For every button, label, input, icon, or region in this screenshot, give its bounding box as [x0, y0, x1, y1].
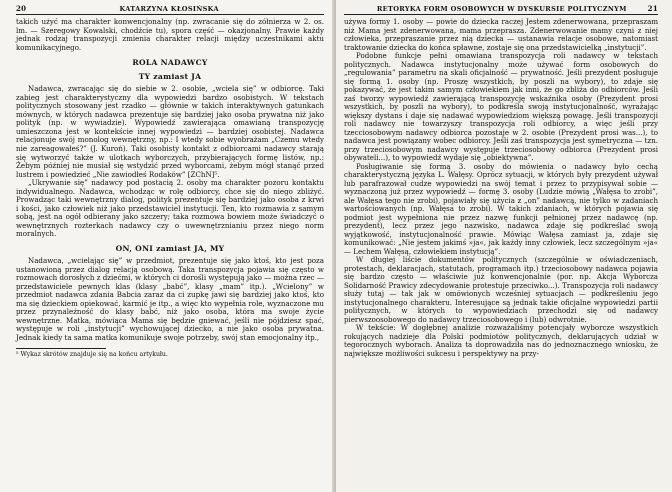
- left-page-number: 20: [16, 4, 27, 13]
- right-running-title: RETORYKA FORM OSOBOWYCH W DYSKURSIE POLITYCZNYM: [376, 5, 627, 13]
- left-paragraph-3: Nadawca, „wcielając się” w przedmiot, prezentuje się jako ktoś, kto jest poza ustanowioną przez dialog relacją osobową. Taka transpozycja pojawia się często w rozmowach dorosłych z dziećmi, w których ci dorośli występują jako — można rzec — przedstawiciele pewnych klas (klasy „babć”, klasy „mam” itp.). „Wcielony” w przedmiot nadawca zdania Babcia zaraz da ci zupkę jawi się bardziej jako ktoś, kto ma się dzieckiem opiekować, karmić je itp., a więc kto wypełnia role, wyznaczone mu przez przynależność do klasy babć, niż jako osoba, która ma swoje życie wewnętrzne. Matka, mówiąca Mama się będzie gniewać, jeśli nie pójdziesz spać, występuje w roli „instytucji” wychowującej dziecko, a nie jako osoba prywatna. Jednak kiedy ta sama matka komunikuje swoje potrzeby, swój stan emocjonalny itp.,: [16, 256, 324, 342]
- footnote-divider: [16, 348, 106, 349]
- subheading-on-oni-zamiast-ja-my: ON, ONI zamiast JA, MY: [115, 244, 225, 254]
- left-running-head: [16, 4, 324, 15]
- right-page-number: 21: [647, 4, 658, 13]
- right-paragraph-2: Podobne funkcje pełni omawiana transpozycja roli nadawcy w tekstach politycznych. Nadawca instytucjonalny może używać form osobowych do „regulowania” parametru na skali oficjalność — prywatność. Jeśli prezydent posługuje się formą 1. osoby (np. Proszę wszystkich, by poszli na wybory), to zdaje się pokazywać, że jest takim samym człowiekiem jak inni, że go zbliża do odbiorców. Jeśli zaś tworzy wypowiedź zawierającą transpozycję wskaźnika osoby (Prezydent prosi wszystkich, by poszli na wybory), to podkreśla swoją instytucjonalność, wyrażając większy dystans i daje się nadawać wypowiedziom większą powagę. Jeśli transpozycji roli nadawcy nie towarzyszy transpozycja roli odbiorcy, a więc jeśli przy tzecciosobowym nadawcy odbiorca pozostaje w 2. osobie (Prezydent prosi was...), to nadawca jest powiązany wobec odbiorcy. Jeśli zaś transpozycja jest symetryczna — tzn. przy trzeciosobowym nadawcy występuje trzeciosobowy odbiorca (Prezydent prosi obywateli...), to wypowiedź wydaje się „obiektywna”.: [344, 51, 658, 162]
- right-page: [336, 0, 672, 492]
- left-running-title: KATARZYNA KŁOSIŃSKA: [119, 5, 219, 13]
- left-paragraph-1: Nadawca, zwracając się do siebie w 2. osobie, „wciela się” w odbiorcę. Taki zabieg jest charakterystyczny dla wypowiedzi bardzo osobistych. W tekstach politycznych stosowany jest rzadko — głównie w takich interaktywnych gatunkach mównych, w których nadawca prezentuje się bardziej jako osoba prywatna niż jako polityk (np. w wywiadzie). Wypowiedź zawierająca omawianą transpozycję umieszczona jest w kontekście innej wypowiedzi — bardziej osobistej. Nadawca relacjonuje swój monolog wewnętrzny, np.: I wtedy sobie wyobrażam „Czemu wtedy nie zareagowałeś?” (J. Kuroń). Taki osobisty kontakt z odbiorcami nadawcy starają się wytworzyć także w ulotkach wyborczych, przybierających formę listów, np.: Żebym później nie musiał się wstydzić przed wyborcami, żebym mógł stanąć przed lustrem i powiedzieć „Nie zawiodłeś Rodaków” [ZChN]⁵.: [16, 84, 324, 179]
- right-paragraph-3: Posługiwanie się formą 3. osoby do mówienia o nadawcy było cechą charakterystyczną języka L. Wałęsy. Oprócz sytuacji, w których były prezydent używał lub parafrazował cudze wypowiedzi na swój temat i przez to przypisywał sobie — wyznaczoną już przez wypowiedź — formę 3. osoby (Ludzie mówią „Wałęsa to zrobi”, ale Wałęsa tego nie zrobi), pojawiały się użycia z „on” nadawcą, nie tylko w zadaniach wartościowanych (np. Wałęsa to zrobi). W takich zdaniach, w których pojawia się podmiot jest wypełniona nie przez nazwę funkcji pełnionej przez nadawcę (np. prezydent), lecz przez jego nazwisko, nadawca zdaje się podkreślać swoją wyjątkowość, instytucjonalność prawie. Mówiąc Wałęsa zamiast ja, zdaje się komunikować: „Nie jestem jakimś »ja«, jak każdy inny człowiek, lecz szczególnym »ja« — Lechem Wałęsą, człowiekiem instytucją”.: [344, 161, 658, 256]
- footnote: ⁵ Wykaz skrótów znajduje się na końcu artykułu.: [16, 350, 168, 358]
- right-paragraph-4: W długiej liście dokumentów politycznych (szczególnie w oświadczeniach, protestach, deklaracjach, statutach, programach itp.) trzeciosobowy nadawca pojawia się bardzo często — właściwie już konwencjonalnie (por. np. Akcja Wyborcza Solidarność Prawicy zdecydowanie protestuje przeciwko...). Transpozycja roli nadawcy służy tutaj — tak jak w omówionych wcześniej sytuacjach — podkreśleniu jego instytucjonalnego charakteru. Interesujące są jednak takie oficjalne wypowiedzi partii politycznych, w których to wypowiedziach przechodzi się od nadawcy pierwszoosobowego do nadawcy trzeciosobowego i (lub) odwrotnie.: [344, 255, 658, 324]
- subheading-ty-zamiast-ja: TY zamiast JA: [138, 72, 202, 82]
- section-heading-rola-nadawcy: ROLA NADAWCY: [132, 58, 208, 68]
- right-running-head: [344, 4, 658, 15]
- left-intro-paragraph: takich użyć ma charakter konwencjonalny (np. zwracanie się do zółnierza w 2. os. lm. — Szeregowy Kowalski, chodźcie tu), spora część — okazjonalny. Prawie każdy jednak rodzaj transpozycji zmienia charakter relacji między uczestnikami aktu komunikacyjnego.: [16, 17, 324, 52]
- right-paragraph-5: W tekście: W dogłębnej analizie rozważaliśmy potencjały wyborcze wszystkich rokujących nadzieje dla Polski podmiotów politycznych, deklarujących udział w tegorocznych wyborach. Analiza ta doprowadziła nas do jednoznacznego wniosku, że największe możliwości sukcesu i perspektywy na przy-: [344, 323, 658, 358]
- right-paragraph-1: używa formy 1. osoby — powie do dziecka raczej Jestem zdenerwowana, przepraszam niż Mama jest zdenerwowana, mama przeprasza. Zdenerwowanie mamy czyni z niej człowieka, przepraszanie przez nią dziecka — ustanawia relacje osobowe, natomiast traktowanie dziecka do końca spławne, zostaje się ona przedstawicielką „instytucji”.: [344, 17, 658, 52]
- left-paragraph-2: „Ukrywanie się” nadawcy pod postacią 2. osoby ma charakter pozoru kontaktu indywidualnego. Nadawca, wchodząc w rolę odbiorcy, chce się do niego zbliżyć. Prowadząc taki wewnętrzny dialog, polityk prezentuje się bardziej jako osoba z krwi i kości, jako człowiek niż jako przedstawiciel instytucji. Ten, kto rozmawia z samym sobą, jest na ogół odbierany jako szczery; taka rozmowa bowiem może świadczyć o wewnętrznych rozterkach nadawcy czy o uwewnętrznianiu przez niego norm moralnych.: [16, 178, 324, 239]
